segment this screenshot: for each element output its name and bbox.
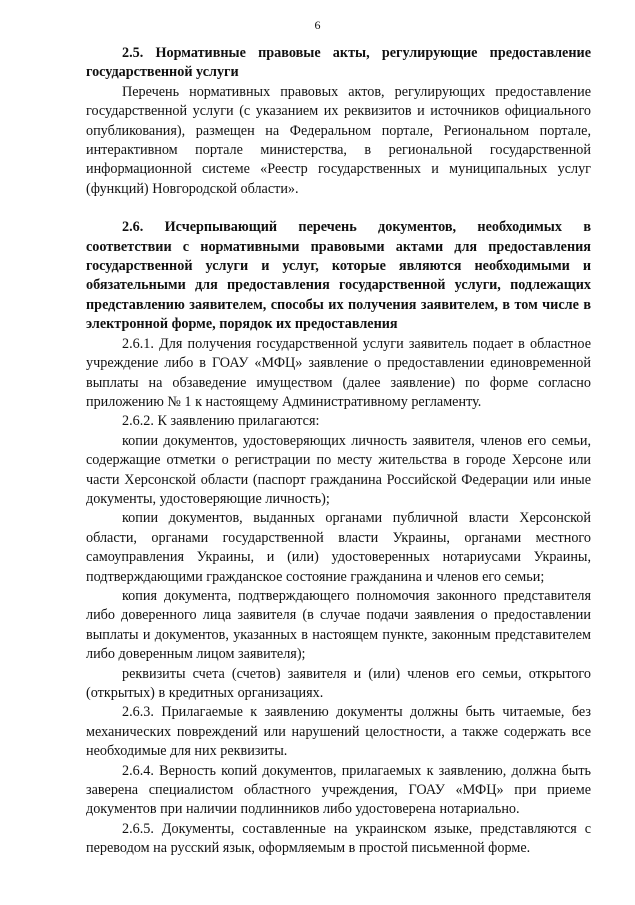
- paragraph-2-6-1: 2.6.1. Для получения государственной услуги заявитель подает в областное учреждение либо в ГОАУ «МФЦ» заявление о предоставлении единовременной выплаты на обзаведение имуществом (далее заявление) по форме согласно приложению № 1 к настоящему Административному регламенту.: [86, 335, 591, 410]
- page-number: 6: [314, 18, 321, 32]
- section-spacer: [86, 199, 591, 218]
- section-heading-2-5: 2.5. Нормативные правовые акты, регулирующие предоставление государственной услуги: [86, 45, 591, 81]
- paragraph-2-6-4: 2.6.4. Верность копий документов, прилагаемых к заявлению, должна быть заверена специалистом областного учреждения, ГОАУ «МФЦ» при приеме документов при наличии подлинников либо удостоверена нотариально.: [86, 762, 591, 818]
- list-item-representative-authority: копия документа, подтверждающего полномочия законного представителя либо доверенного лица заявителя (в случае подачи заявления о предоставлении выплаты и документов, указанных в настоящем пункте, законным представителем либо доверенным лицом заявителя);: [86, 587, 591, 663]
- list-item-civil-status-documents: копии документов, выданных органами публичной власти Херсонской области, органами государственной власти Украины, органами местного самоуправления Украины, и (или) удостоверенных нотариусами Украины, подтверждающими гражданское состояние гражданина и членов его семьи;: [86, 510, 591, 585]
- paragraph-2-6-5: 2.6.5. Документы, составленные на украинском языке, представляются с переводом на русский язык, оформляемым в простой письменной форме.: [86, 820, 591, 857]
- paragraph-legal-acts: Перечень нормативных правовых актов, регулирующих предоставление государственной услуги (с указанием их реквизитов и источников официального опубликования), размещен на Федеральном портале, Региональном портале, интерактивном портале министерства, в региональной государственной информационной системе «Реестр государственных и муниципальных услуг (функций) Новгородской области».: [86, 83, 591, 197]
- list-item-bank-details: реквизиты счета (счетов) заявителя и (или) членов его семьи, открытого (открытых) в кредитных организациях.: [86, 665, 591, 701]
- section-heading-2-6: 2.6. Исчерпывающий перечень документов, необходимых в соответствии с нормативными правовыми актами для предоставления государственной услуги и услуг, которые являются необходимыми и обязательными для предоставления государственной услуги, подлежащих представлению заявителем, способы их получения заявителем, в том числе в электронной форме, порядок их предоставления: [86, 219, 591, 333]
- paragraph-2-6-2: 2.6.2. К заявлению прилагаются:: [122, 413, 320, 430]
- list-item-identity-documents: копии документов, удостоверяющих личность заявителя, членов его семьи, содержащие отметки о регистрации по месту жительства в городе Херсоне или части Херсонской области (паспорт гражданина Российской Федерации или иные документы, удостоверяющие личность);: [86, 432, 591, 507]
- document-body: [86, 44, 591, 859]
- paragraph-2-6-3: 2.6.3. Прилагаемые к заявлению документы должны быть читаемые, без механических повреждений или нарушений целостности, а также содержать все необходимые для них реквизиты.: [86, 704, 591, 760]
